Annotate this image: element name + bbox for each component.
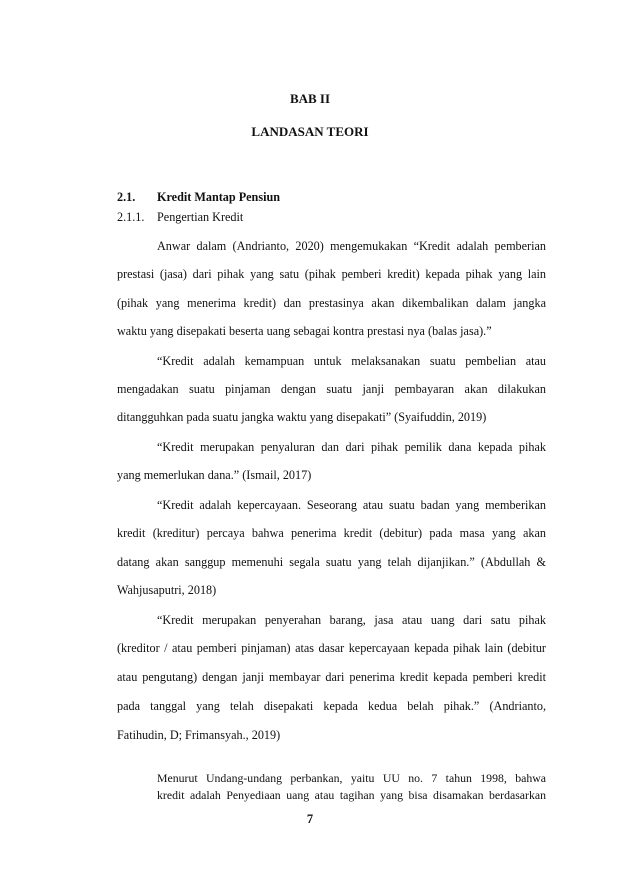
- paragraph-line: atau pengutang) dengan janji membayar dari penerima kredit kepada pemberi kredit: [117, 670, 546, 684]
- paragraph-line: mengadakan suatu pinjaman dengan suatu janji pembayaran akan dilakukan: [117, 382, 546, 396]
- paragraph-line: “Kredit merupakan penyerahan barang, jasa atau uang dari satu pihak: [157, 613, 546, 627]
- paragraph-line: “Kredit adalah kepercayaan. Seseorang atau suatu badan yang memberikan: [157, 498, 546, 512]
- block-quote-line: kredit adalah Penyediaan uang atau tagihan yang bisa disamakan berdasarkan: [157, 788, 546, 802]
- paragraph-line: datang akan sanggup memenuhi segala suatu yang telah dijanjikan.” (Abdullah &: [117, 555, 546, 569]
- paragraph-line: kredit (kreditur) percaya bahwa penerima kredit (debitur) pada masa yang akan: [117, 526, 546, 540]
- subsection-title: Pengertian Kredit: [157, 210, 244, 224]
- chapter-title: LANDASAN TEORI: [251, 124, 369, 139]
- subsection-number: 2.1.1.: [117, 210, 145, 224]
- paragraph-line: prestasi (jasa) dari pihak yang satu (pihak pemberi kredit) kepada pihak yang lain: [117, 267, 546, 281]
- section-title: Kredit Mantap Pensiun: [157, 190, 281, 204]
- paragraph-line: (kreditor / atau pemberi pinjaman) atas dasar kepercayaan kepada pihak lain (debitur: [117, 641, 546, 655]
- paragraph-line: Fatihudin, D; Frimansyah., 2019): [117, 728, 281, 742]
- paragraph-line: “Kredit merupakan penyaluran dan dari pihak pemilik dana kepada pihak: [157, 440, 546, 454]
- chapter-number: BAB II: [289, 91, 331, 106]
- paragraph-line: Anwar dalam (Andrianto, 2020) mengemukakan “Kredit adalah pemberian: [157, 239, 546, 253]
- paragraph-line: Wahjusaputri, 2018): [117, 583, 217, 597]
- paragraph-line: ditangguhkan pada suatu jangka waktu yang disepakati” (Syaifuddin, 2019): [117, 410, 487, 424]
- paragraph-line: (pihak yang menerima kredit) dan prestasinya akan dikembalikan dalam jangka: [117, 296, 546, 310]
- paragraph-line: yang memerlukan dana.” (Ismail, 2017): [117, 468, 312, 482]
- page-number: 7: [306, 812, 314, 826]
- paragraph-line: waktu yang disepakati beserta uang sebagai kontra prestasi nya (balas jasa).”: [117, 324, 492, 338]
- section-number: 2.1.: [117, 190, 136, 204]
- paragraph-line: “Kredit adalah kemampuan untuk melaksanakan suatu pembelian atau: [157, 354, 546, 368]
- block-quote-line: Menurut Undang-undang perbankan, yaitu UU no. 7 tahun 1998, bahwa: [157, 771, 546, 785]
- paragraph-line: pada tanggal yang telah disepakati kepada kedua belah pihak.” (Andrianto,: [117, 699, 546, 713]
